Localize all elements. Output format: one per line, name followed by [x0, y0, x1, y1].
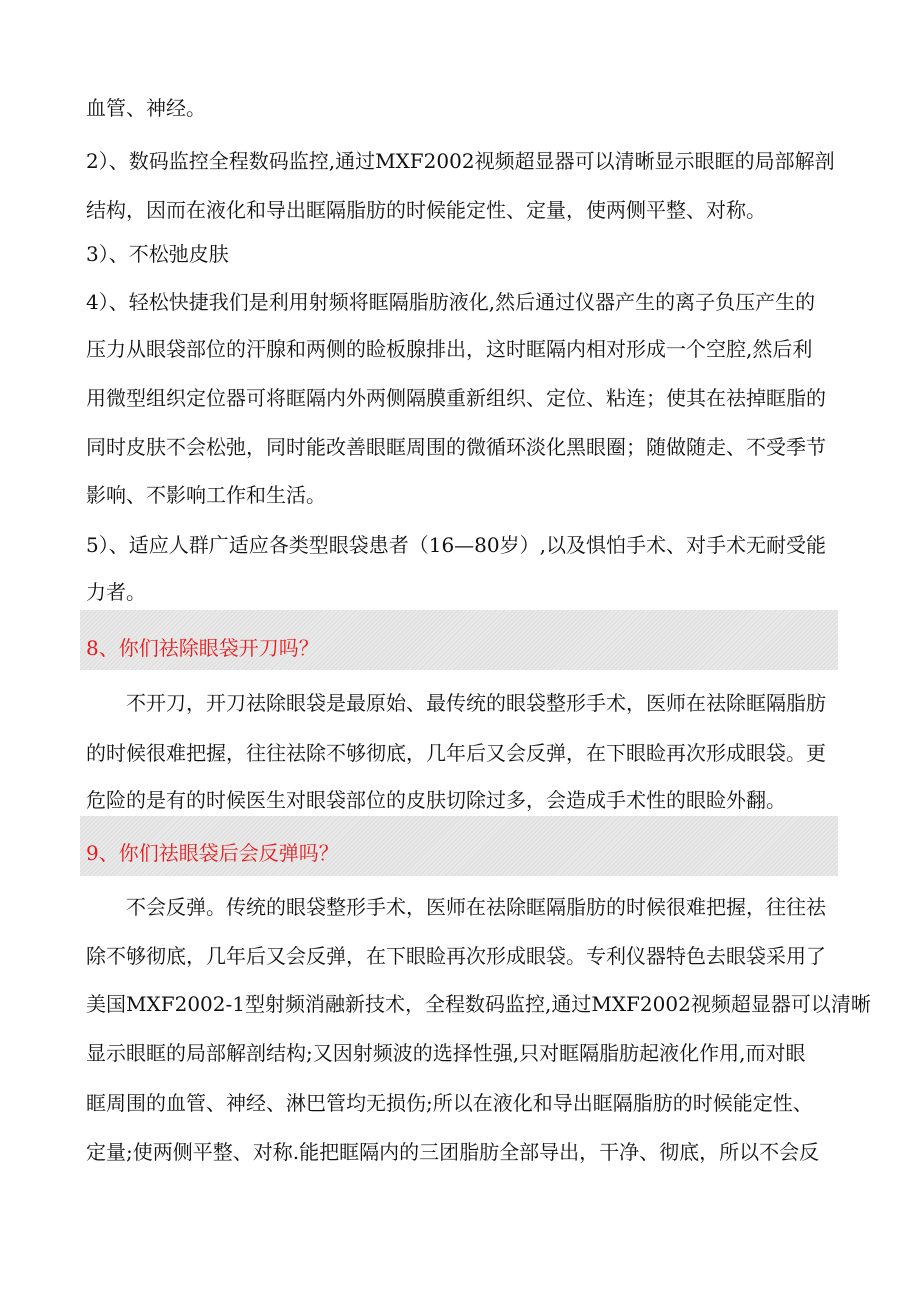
answer-8-line: 危险的是有的时候医生对眼袋部位的皮肤切除过多，会造成手术性的眼睑外翻。 [86, 788, 786, 812]
question-8-heading: 8、你们祛除眼袋开刀吗？ [86, 636, 319, 660]
answer-9-line: 除不够彻底，几年后又会反弹，在下眼睑再次形成眼袋。专利仪器特色去眼袋采用了 [86, 944, 826, 968]
answer-9-line: 眶周围的血管、神经、淋巴管均无损伤;所以在液化和导出眶隔脂肪的时候能定性、 [86, 1091, 813, 1115]
text-line: 2）、数码监控全程数码监控,通过MXF2002视频超显器可以清晰显示眼眶的局部解剖 [86, 149, 835, 173]
text-line: 结构，因而在液化和导出眶隔脂肪的时候能定性、定量，使两侧平整、对称。 [86, 198, 766, 222]
answer-9-line: 美国MXF2002-1型射频消融新技术，全程数码监控,通过MXF2002视频超显器可以清晰 [86, 992, 871, 1016]
answer-8-line: 不开刀，开刀祛除眼袋是最原始、最传统的眼袋整形手术，医师在祛除眶隔脂肪 [126, 691, 826, 715]
text-line: 血管、神经。 [86, 96, 206, 120]
answer-9-line: 显示眼眶的局部解剖结构;又因射频波的选择性强,只对眶隔脂肪起液化作用,而对眼 [86, 1041, 806, 1065]
text-line: 同时皮肤不会松弛，同时能改善眼眶周围的微循环淡化黑眼圈；随做随走、不受季节 [86, 435, 826, 459]
text-line: 3）、不松弛皮肤 [86, 242, 229, 266]
text-line: 力者。 [86, 580, 146, 604]
text-line: 用微型组织定位器可将眶隔内外两侧隔膜重新组织、定位、粘连；使其在祛掉眶脂的 [86, 386, 826, 410]
answer-9-line: 不会反弹。传统的眼袋整形手术，医师在祛除眶隔脂肪的时候很难把握，往往祛 [126, 895, 826, 919]
text-line: 影响、不影响工作和生活。 [86, 483, 326, 507]
text-line: 5）、适应人群广适应各类型眼袋患者（16—80岁）,以及惧怕手术、对手术无耐受能 [86, 533, 826, 557]
text-line: 4）、轻松快捷我们是利用射频将眶隔脂肪液化,然后通过仪器产生的离子负压产生的 [86, 290, 816, 314]
answer-8-line: 的时候很难把握，往往祛除不够彻底，几年后又会反弹，在下眼睑再次形成眼袋。更 [86, 741, 826, 765]
answer-9-line: 定量;使两侧平整、对称.能把眶隔内的三团脂肪全部导出，干净、彻底，所以不会反 [86, 1140, 820, 1164]
text-line: 压力从眼袋部位的汗腺和两侧的睑板腺排出，这时眶隔内相对形成一个空腔,然后利 [86, 337, 813, 361]
question-9-heading: 9、你们祛眼袋后会反弹吗？ [86, 841, 339, 865]
